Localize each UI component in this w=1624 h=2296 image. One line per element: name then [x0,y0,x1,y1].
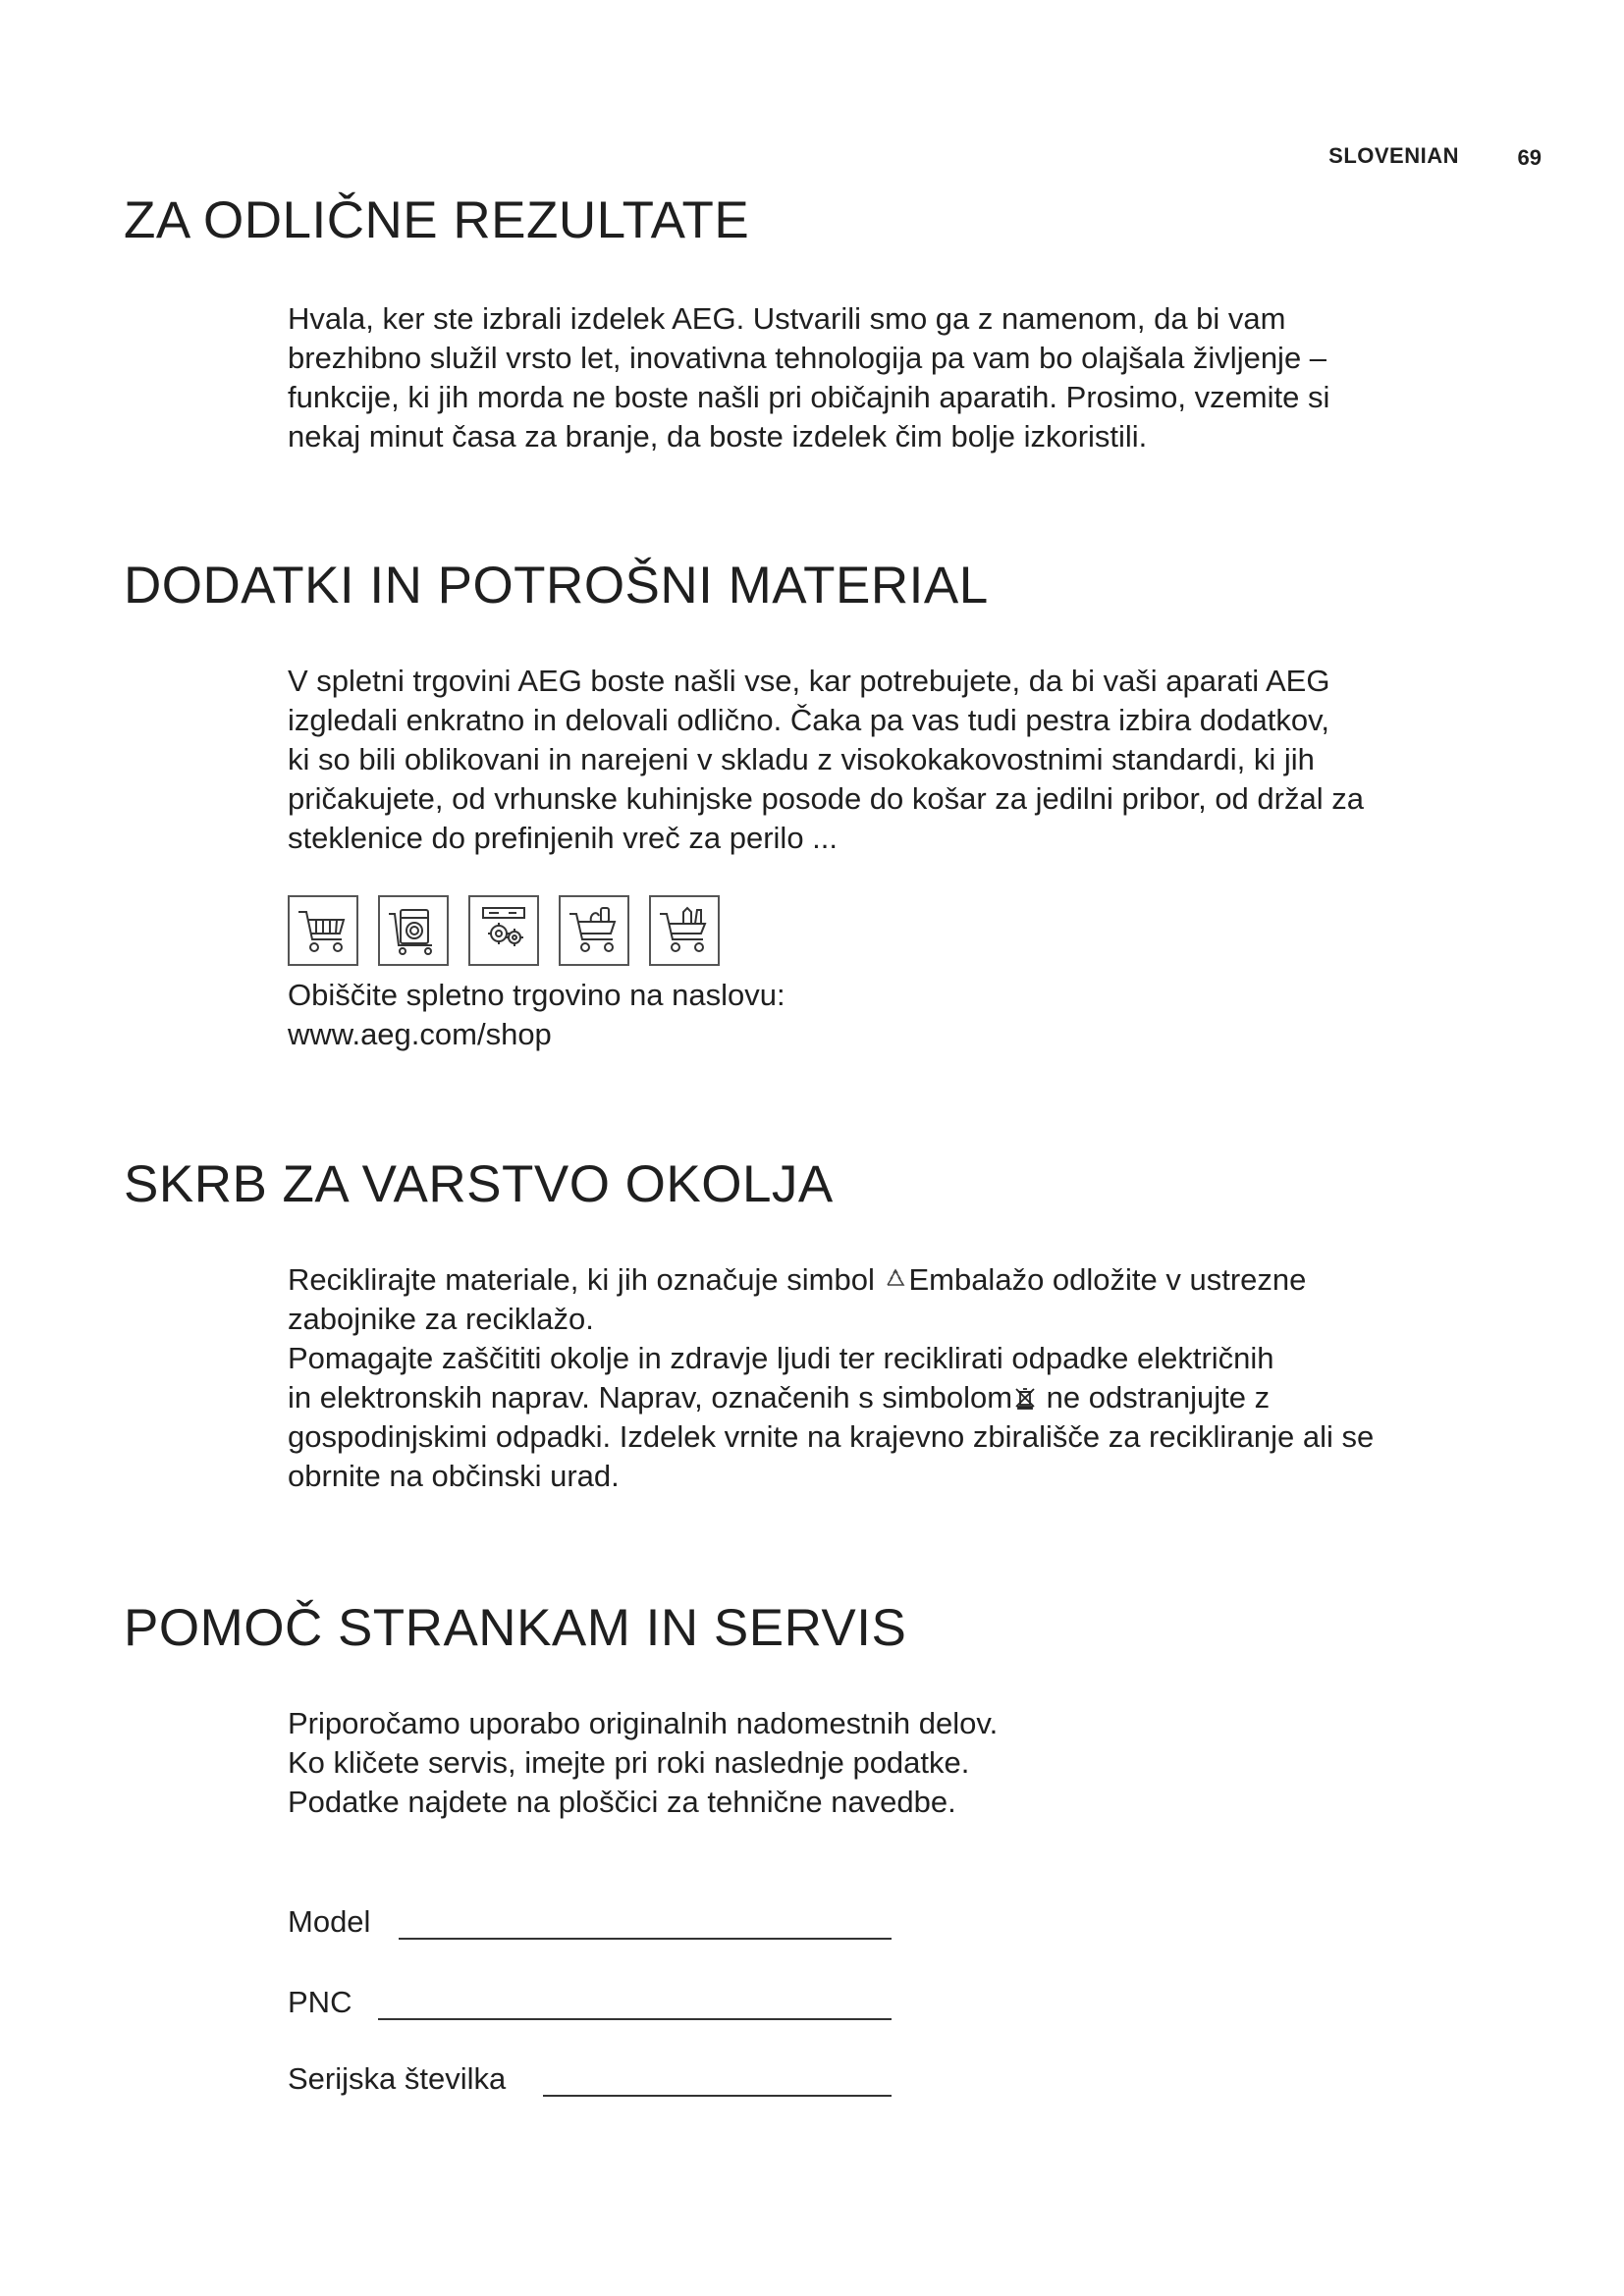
model-blank-line [399,1938,892,1940]
paragraph-line: zabojnike za reciklažo. [288,1302,594,1336]
paragraph-line: pričakujete, od vrhunske kuhinjske posode do košar za jedilni pribor, od držal za [288,781,1364,816]
paragraph-line: Priporočamo uporabo originalnih nadomestnih delov. [288,1706,999,1740]
page-number: 69 [1517,145,1542,170]
paragraph-line: obrnite na občinski urad. [288,1459,620,1493]
service-paragraph [288,1704,1495,1822]
shop-url: www.aeg.com/shop [288,1017,552,1051]
paragraph-line: izgledali enkratno in delovali odlično. Čaka pa vas tudi pestra izbira dodatkov, [288,703,1329,737]
paragraph-line: gospodinjskimi odpadki. Izdelek vrnite na krajevno zbirališče za recikliranje ali se [288,1419,1375,1454]
paragraph-line: V spletni trgovini AEG boste našli vse, kar potrebujete, da bi vaši aparati AEG [288,664,1330,698]
paragraph-line: Pomagajte zaščititi okolje in zdravje ljudi ter reciklirati odpadke električnih [288,1341,1274,1375]
paragraph-line: nekaj minut časa za branje, da boste izdelek čim bolje izkoristili. [288,419,1148,454]
crossed-bin-icon [1012,1385,1038,1411]
results-paragraph [288,299,1495,456]
shop-visit-text [288,976,1495,1054]
recycle-icon [883,1267,908,1293]
section-title-service: POMOČ STRANKAM IN SERVIS [124,1599,907,1657]
text-segment: Embalažo odložite v ustrezne [908,1262,1307,1297]
model-label: Model [288,1904,371,1939]
paragraph-line [288,1260,1495,1300]
text-segment: in elektronskih naprav. Naprav, označenih s simbolom [288,1380,1013,1415]
cart-bottles-icon [649,895,720,966]
text-segment: ne odstranjujte z [1038,1380,1271,1415]
paragraph-line: Podatke najdete na ploščici za tehnične navedbe. [288,1785,956,1819]
environment-paragraph [288,1260,1495,1496]
pnc-blank-line [378,2018,892,2020]
cart-gears-icon [468,895,539,966]
pnc-field [288,1985,352,2020]
language-label: SLOVENIAN [1328,143,1459,168]
visit-line: Obiščite spletno trgovino na naslovu: [288,978,785,1012]
cart-food-icon [288,895,358,966]
serial-number-blank-line [543,2095,892,2097]
cart-washing-machine-icon [378,895,449,966]
shop-icons-row [288,895,720,966]
paragraph-line: ki so bili oblikovani in narejeni v skladu z visokokakovostnimi standardi, ki jih [288,742,1315,776]
paragraph-line: funkcije, ki jih morda ne boste našli pri običajnih aparatih. Prosimo, vzemite si [288,380,1330,414]
model-field [288,1904,370,1940]
section-title-environment: SKRB ZA VARSTVO OKOLJA [124,1155,834,1213]
accessories-paragraph [288,662,1495,858]
paragraph-line: Ko kličete servis, imejte pri roki naslednje podatke. [288,1745,970,1780]
serial-number-label: Serijska številka [288,2061,507,2096]
paragraph-line: steklenice do prefinjenih vreč za perilo ... [288,821,839,855]
page-header [1257,143,1542,173]
pnc-label: PNC [288,1985,352,2019]
paragraph-line [288,1378,1495,1417]
serial-number-field [288,2061,506,2097]
section-title-accessories: DODATKI IN POTROŠNI MATERIAL [124,557,989,614]
paragraph-line: brezhibno služil vrsto let, inovativna tehnologija pa vam bo olajšala življenje – [288,341,1327,375]
cart-cleaning-icon [559,895,629,966]
text-segment: Reciklirajte materiale, ki jih označuje simbol [288,1262,884,1297]
paragraph-line: Hvala, ker ste izbrali izdelek AEG. Ustvarili smo ga z namenom, da bi vam [288,301,1286,336]
section-title-results: ZA ODLIČNE REZULTATE [124,191,750,249]
